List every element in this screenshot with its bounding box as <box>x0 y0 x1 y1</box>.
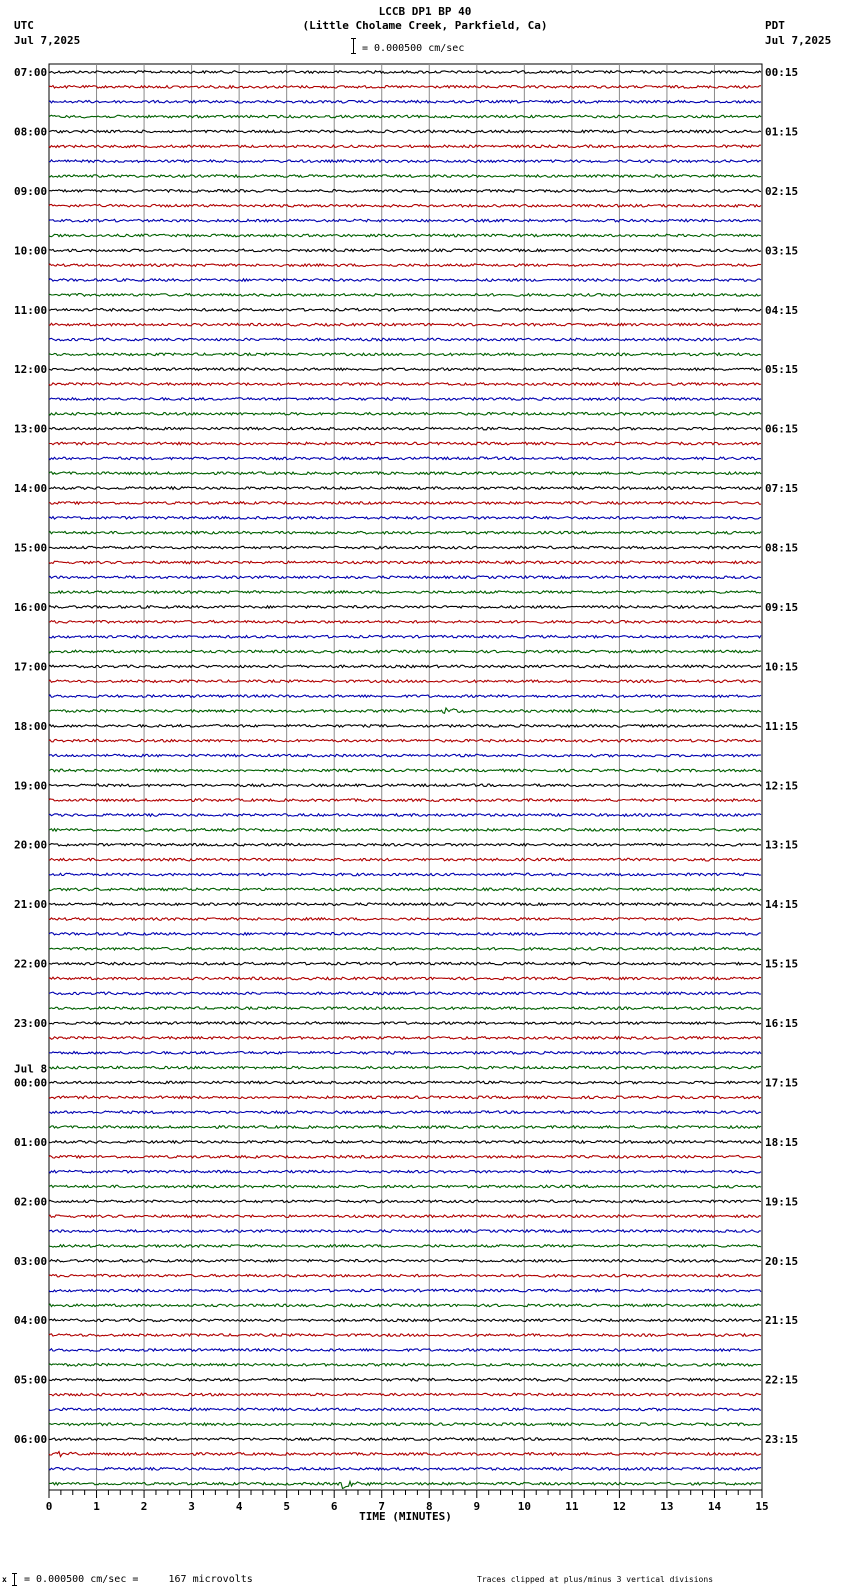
trace-line <box>49 635 761 638</box>
trace-line <box>49 814 761 817</box>
trace-line <box>49 1349 761 1352</box>
x-axis-label: TIME (MINUTES) <box>359 1510 452 1523</box>
trace-line <box>49 1378 761 1381</box>
trace-line <box>49 1052 761 1055</box>
utc-hour-label: 19:00 <box>14 779 48 793</box>
trace-line <box>49 1111 761 1114</box>
trace-line <box>49 368 761 371</box>
x-tick-label: 5 <box>283 1500 290 1513</box>
trace-line <box>49 1007 761 1010</box>
x-tick-label: 2 <box>140 1500 148 1513</box>
pdt-hour-label: 04:15 <box>765 303 799 317</box>
footer-scale-bar-icon <box>12 1571 17 1584</box>
trace-line <box>49 695 761 698</box>
utc-hour-label: 17:00 <box>14 660 48 674</box>
plot-frame <box>49 64 762 1490</box>
utc-hour-label: 05:00 <box>14 1373 48 1387</box>
trace-line <box>49 1126 761 1129</box>
right-timezone: PDT <box>765 19 785 32</box>
trace-line <box>49 249 761 252</box>
pdt-hour-label: 11:15 <box>765 719 799 733</box>
trace-line <box>49 472 761 475</box>
pdt-hour-label: 18:15 <box>765 1135 799 1149</box>
utc-hour-label: 03:00 <box>14 1254 48 1268</box>
trace-line <box>49 665 761 668</box>
trace-line <box>49 561 761 564</box>
pdt-hour-label: 06:15 <box>765 422 799 436</box>
x-tick-label: 15 <box>755 1500 769 1513</box>
trace-line <box>49 1481 761 1488</box>
x-tick-label: 13 <box>660 1500 674 1513</box>
utc-hour-label: 01:00 <box>14 1135 48 1149</box>
pdt-hour-label: 09:15 <box>765 600 799 614</box>
trace-line <box>49 843 761 846</box>
pdt-hour-label: 07:15 <box>765 482 799 496</box>
trace-line <box>49 754 761 757</box>
utc-hour-label: 16:00 <box>14 600 48 614</box>
utc-hour-label: 18:00 <box>14 719 48 733</box>
x-tick-label: 11 <box>565 1500 579 1513</box>
x-tick-label: 14 <box>707 1500 722 1513</box>
trace-line <box>49 279 761 282</box>
utc-hour-label: 02:00 <box>14 1195 48 1209</box>
trace-line <box>49 309 761 312</box>
utc-hour-label: 23:00 <box>14 1017 48 1031</box>
trace-line <box>49 1468 761 1471</box>
utc-hour-label: 13:00 <box>14 422 48 436</box>
trace-line <box>49 962 761 965</box>
pdt-hour-label: 19:15 <box>765 1195 799 1209</box>
trace-line <box>49 442 761 445</box>
trace-line <box>49 502 761 505</box>
trace-line <box>49 1334 761 1337</box>
trace-line <box>49 1408 761 1411</box>
trace-line <box>49 576 761 579</box>
trace-line <box>49 903 761 906</box>
utc-hour-label: 07:00 <box>14 66 48 79</box>
pdt-hour-label: 15:15 <box>765 957 799 971</box>
trace-line <box>49 621 761 624</box>
pdt-hour-label: 10:15 <box>765 660 799 674</box>
trace-line <box>49 947 761 950</box>
trace-line <box>49 1260 761 1263</box>
trace-line <box>49 338 761 341</box>
pdt-hour-label: 13:15 <box>765 838 799 852</box>
pdt-hour-label: 21:15 <box>765 1314 799 1328</box>
trace-line <box>49 858 761 861</box>
trace-line <box>49 175 761 178</box>
utc-hour-label: 14:00 <box>14 482 48 496</box>
trace-line <box>49 1170 761 1173</box>
trace-line <box>49 784 761 787</box>
trace-line <box>49 591 761 594</box>
trace-line <box>49 650 761 653</box>
trace-line <box>49 799 761 802</box>
x-tick-label: 6 <box>330 1500 338 1513</box>
x-tick-label: 9 <box>473 1500 481 1513</box>
trace-line <box>49 413 761 416</box>
trace-line <box>49 531 761 534</box>
pdt-hour-label: 00:15 <box>765 66 799 79</box>
trace-line <box>49 933 761 936</box>
trace-line <box>49 1438 761 1441</box>
trace-line <box>49 457 761 460</box>
trace-line <box>49 264 761 267</box>
chart-subtitle: (Little Cholame Creek, Parkfield, Ca) <box>302 19 548 32</box>
trace-line <box>49 1141 761 1144</box>
utc-hour-label: 06:00 <box>14 1433 48 1447</box>
trace-line <box>49 708 761 713</box>
scale-label: = 0.000500 cm/sec <box>362 43 465 54</box>
trace-line <box>49 1274 761 1277</box>
trace-line <box>49 1230 761 1233</box>
pdt-hour-label: 12:15 <box>765 779 799 793</box>
trace-line <box>49 829 761 832</box>
trace-line <box>49 546 761 549</box>
trace-line <box>49 873 761 876</box>
footer-marker-x: x <box>2 1575 7 1584</box>
trace-line <box>49 1037 761 1040</box>
trace-line <box>49 204 761 207</box>
trace-line <box>49 219 761 222</box>
trace-line <box>49 1423 761 1426</box>
pdt-hour-label: 16:15 <box>765 1017 799 1031</box>
utc-hour-label: 08:00 <box>14 125 48 139</box>
trace-line <box>49 160 761 163</box>
x-tick-label: 1 <box>93 1500 100 1513</box>
trace-line <box>49 115 761 118</box>
left-timezone: UTC <box>14 19 34 32</box>
trace-line <box>49 1364 761 1367</box>
footer-scale-label: = 0.000500 cm/sec = 167 microvolts <box>24 1574 253 1585</box>
trace-line <box>49 487 761 490</box>
trace-line <box>49 1245 761 1248</box>
trace-line <box>49 977 761 980</box>
x-tick-label: 3 <box>188 1500 195 1513</box>
trace-line <box>49 606 761 609</box>
trace-line <box>49 918 761 921</box>
trace-line <box>49 294 761 297</box>
trace-line <box>49 383 761 386</box>
utc-hour-label: 09:00 <box>14 184 48 198</box>
trace-line <box>49 1185 761 1188</box>
trace-line <box>49 100 761 103</box>
x-tick-label: 12 <box>612 1500 627 1513</box>
trace-line <box>49 1319 761 1322</box>
trace-line <box>49 680 761 683</box>
trace-line <box>49 1304 761 1307</box>
utc-hour-label: 12:00 <box>14 363 48 377</box>
utc-hour-label: 21:00 <box>14 898 48 912</box>
x-tick-label: 8 <box>425 1500 433 1513</box>
trace-line <box>49 398 761 401</box>
pdt-hour-label: 17:15 <box>765 1076 799 1090</box>
trace-line <box>49 725 761 728</box>
trace-line <box>49 1066 761 1069</box>
trace-line <box>49 323 761 326</box>
trace-line <box>49 1156 761 1159</box>
pdt-hour-label: 01:15 <box>765 125 799 139</box>
trace-line <box>49 1096 761 1099</box>
trace-line <box>49 517 761 520</box>
trace-line <box>49 1215 761 1218</box>
trace-line <box>49 353 761 356</box>
x-tick-label: 4 <box>235 1500 243 1513</box>
utc-hour-label: 11:00 <box>14 303 48 317</box>
trace-line <box>49 71 761 74</box>
pdt-hour-label: 20:15 <box>765 1254 799 1268</box>
trace-line <box>49 888 761 891</box>
trace-line <box>49 86 761 89</box>
pdt-hour-label: 05:15 <box>765 363 799 377</box>
pdt-hour-label: 23:15 <box>765 1433 799 1447</box>
trace-line <box>49 1393 761 1396</box>
utc-hour-label: 22:00 <box>14 957 48 971</box>
trace-line <box>49 234 761 237</box>
pdt-hour-label: 08:15 <box>765 541 799 555</box>
pdt-hour-label: 02:15 <box>765 184 799 198</box>
pdt-hour-label: 22:15 <box>765 1373 799 1387</box>
trace-line <box>49 190 761 193</box>
trace-line <box>49 1200 761 1203</box>
trace-line <box>49 739 761 742</box>
utc-hour-label: 20:00 <box>14 838 48 852</box>
trace-line <box>49 1452 761 1457</box>
trace-line <box>49 1081 761 1084</box>
left-date: Jul 7,2025 <box>14 34 81 47</box>
trace-line <box>49 1022 761 1025</box>
footer-clip-note: Traces clipped at plus/minus 3 vertical divisions <box>477 1575 714 1584</box>
right-date: Jul 7,2025 <box>765 34 832 47</box>
pdt-hour-label: 14:15 <box>765 898 799 912</box>
utc-hour-label: 10:00 <box>14 244 48 258</box>
trace-line <box>49 992 761 995</box>
x-tick-label: 7 <box>378 1500 386 1513</box>
x-tick-label: 0 <box>45 1500 53 1513</box>
pdt-hour-label: 03:15 <box>765 244 799 258</box>
utc-hour-label: 00:00 <box>14 1076 48 1090</box>
trace-line <box>49 130 761 133</box>
date-change-label: Jul 8 <box>14 1062 48 1076</box>
utc-hour-label: 04:00 <box>14 1314 48 1328</box>
trace-line <box>49 145 761 148</box>
trace-line <box>49 769 761 772</box>
utc-hour-label: 15:00 <box>14 541 48 555</box>
trace-line <box>49 427 761 430</box>
chart-title: LCCB DP1 BP 40 <box>378 5 472 18</box>
x-tick-label: 10 <box>517 1500 531 1513</box>
trace-line <box>49 1289 761 1292</box>
